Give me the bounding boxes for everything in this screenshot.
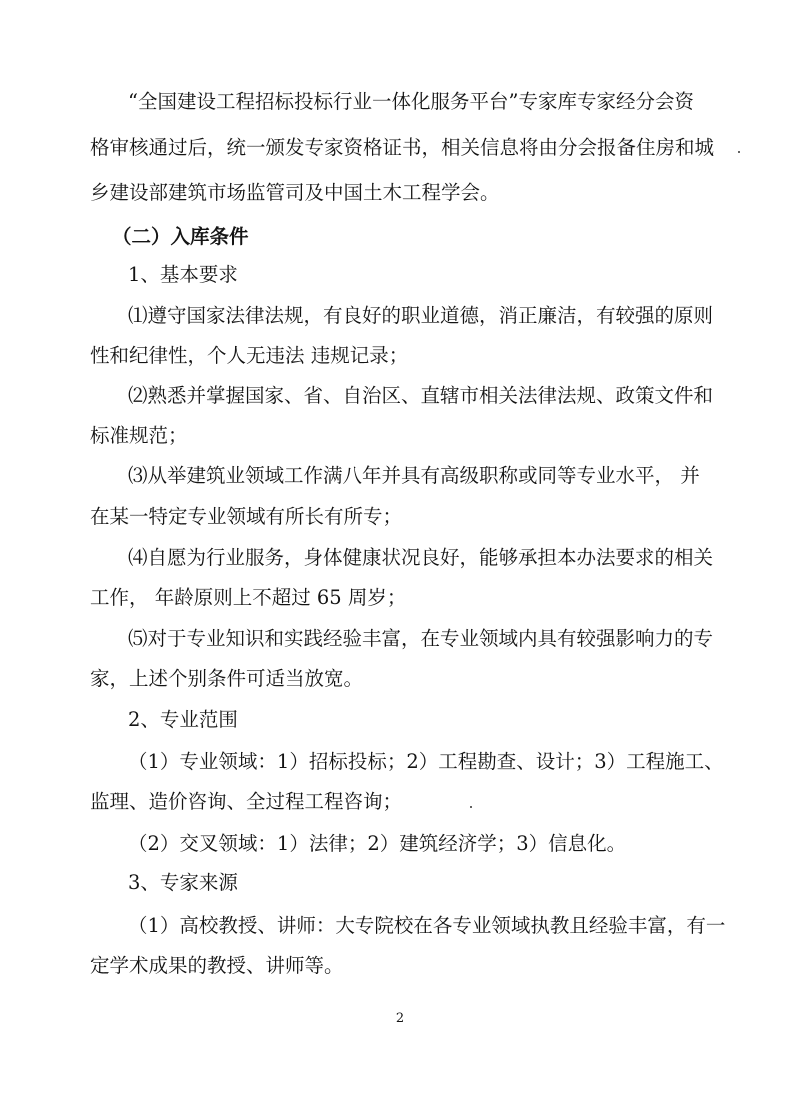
requirement-4-line-2: 工作， 年龄原则上不超过 65 周岁； [90, 586, 407, 609]
requirement-2-line-1: ⑵熟悉并掌握国家、省、自治区、直辖市相关法律法规、政策文件和 [128, 384, 714, 407]
requirement-5-line-2: 家，上述个别条件可适当放宽。 [90, 667, 364, 690]
intro-line-1: “全国建设工程招标投标行业一体化服务平台”专家库专家经分会资 [128, 90, 694, 113]
subheading-expert-source: 3、专家来源 [128, 871, 238, 894]
scope-2-line-1: （2）交叉领域：1）法律；2）建筑经济学；3）信息化。 [128, 832, 627, 855]
scope-1-line-2: 监理、造价咨询、全过程工程咨询； [90, 790, 403, 813]
scan-speck [738, 151, 740, 153]
source-1-line-1: （1）高校教授、讲师：大专院校在各专业领域执教且经验丰富，有一 [128, 914, 726, 937]
requirement-2-line-2: 标准规范； [90, 424, 188, 447]
requirement-4-line-1: ⑷自愿为行业服务，身体健康状况良好，能够承担本办法要求的相关 [128, 546, 714, 569]
intro-line-3: 乡建设部建筑市场监管司及中国土木工程学会。 [90, 181, 500, 204]
page-number: 2 [395, 1011, 405, 1026]
requirement-1-line-1: ⑴遵守国家法律法规，有良好的职业道德，消正廉洁，有较强的原则 [128, 304, 714, 327]
section-heading-entry-conditions: （二）入库条件 [112, 225, 249, 248]
scan-speck [470, 806, 472, 808]
requirement-5-line-1: ⑸对于专业知识和实践经验丰富，在专业领域内具有较强影响力的专 [128, 627, 714, 650]
requirement-3-line-1: ⑶从举建筑业领域工作满八年并具有高级职称或同等专业水平， 并 [128, 464, 700, 487]
scope-1-line-1: （1）专业领域：1）招标投标；2）工程勘查、设计；3）工程施工、 [128, 750, 724, 773]
requirement-1-line-2: 性和纪律性，个人无违法 违规记录； [90, 344, 409, 367]
source-1-line-2: 定学术成果的教授、讲师等。 [90, 954, 344, 977]
intro-line-2: 格审核通过后，统一颁发专家资格证书，相关信息将由分会报备住房和城 [90, 136, 715, 159]
subheading-basic-requirements: 1、基本要求 [128, 263, 238, 286]
requirement-3-line-2: 在某一特定专业领域有所长有所专； [90, 505, 403, 528]
subheading-professional-scope: 2、专业范围 [128, 708, 238, 731]
